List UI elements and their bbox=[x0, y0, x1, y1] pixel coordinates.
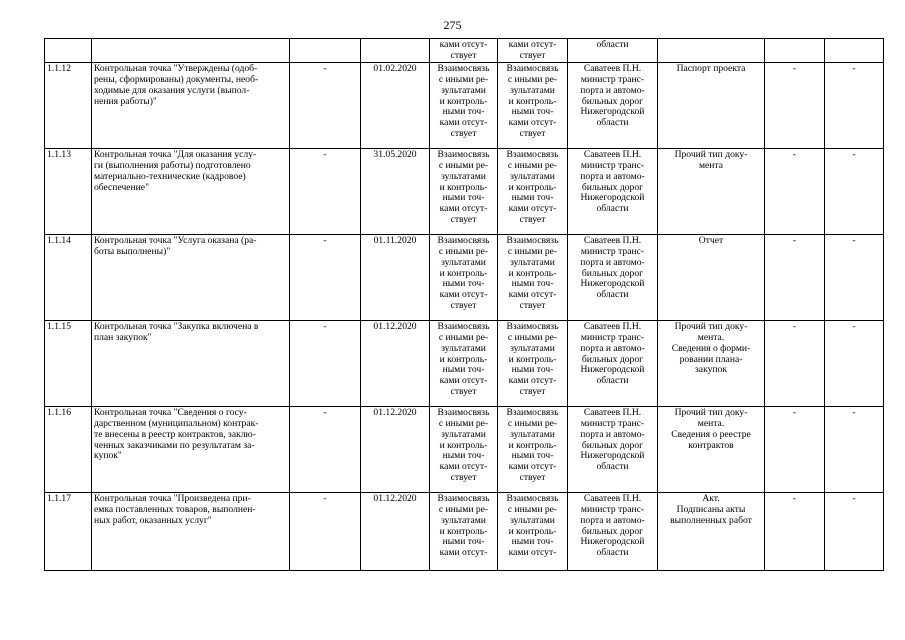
cell-empty bbox=[92, 39, 290, 63]
cell-previous: - bbox=[290, 235, 361, 321]
cell-dash: - bbox=[765, 235, 825, 321]
cell-dash: - bbox=[825, 407, 884, 493]
control-points-table bbox=[44, 38, 884, 571]
cell-dash: - bbox=[765, 149, 825, 235]
cell-empty bbox=[290, 39, 361, 63]
cell-empty bbox=[765, 39, 825, 63]
cell-relation: Взаимосвязь с иными ре- зультатами и контроль- ными точ- ками отсут- ствует bbox=[498, 321, 568, 407]
cell-relation: Взаимосвязь с иными ре- зультатами и контроль- ными точ- ками отсут- ствует bbox=[430, 63, 498, 149]
cell-relation: Взаимосвязь с иными ре- зультатами и контроль- ными точ- ками отсут- ствует bbox=[498, 407, 568, 493]
table-row bbox=[45, 235, 884, 321]
cell-empty bbox=[45, 39, 92, 63]
cell-date: 01.11.2020 bbox=[361, 235, 430, 321]
table-row bbox=[45, 149, 884, 235]
cell-date: 01.12.2020 bbox=[361, 407, 430, 493]
cell-relation: Взаимосвязь с иными ре- зультатами и контроль- ными точ- ками отсут- ствует bbox=[430, 235, 498, 321]
cell-control-point-name: Контрольная точка "Для оказания услу- ги (выполнения работы) подготовлено материально-технические (кадровое) обеспечение" bbox=[92, 149, 290, 235]
cell-responsible: Саватеев П.Н. министр транс- порта и автомо- бильных дорог Нижегородской области bbox=[568, 321, 658, 407]
cell-responsible: Саватеев П.Н. министр транс- порта и автомо- бильных дорог Нижегородской области bbox=[568, 407, 658, 493]
cell-number: 1.1.17 bbox=[45, 493, 92, 571]
cell-dash: - bbox=[825, 493, 884, 571]
cell-date: 31.05.2020 bbox=[361, 149, 430, 235]
cell-dash: - bbox=[825, 149, 884, 235]
cell-previous: - bbox=[290, 149, 361, 235]
cell-empty bbox=[658, 39, 765, 63]
cell-dash: - bbox=[765, 63, 825, 149]
cell-relation-continued: ками отсут- ствует bbox=[430, 39, 498, 63]
cell-dash: - bbox=[825, 235, 884, 321]
cell-relation: Взаимосвязь с иными ре- зультатами и контроль- ными точ- ками отсут- ствует bbox=[498, 149, 568, 235]
page-number: 275 bbox=[443, 18, 462, 32]
cell-date: 01.12.2020 bbox=[361, 493, 430, 571]
cell-control-point-name: Контрольная точка "Произведена при- емка поставленных товаров, выполнен- ных работ, оказанных услуг" bbox=[92, 493, 290, 571]
table-row bbox=[45, 63, 884, 149]
cell-dash: - bbox=[765, 321, 825, 407]
cell-date: 01.12.2020 bbox=[361, 321, 430, 407]
cell-previous: - bbox=[290, 407, 361, 493]
cell-relation: Взаимосвязь с иными ре- зультатами и контроль- ными точ- ками отсут- ствует bbox=[430, 321, 498, 407]
cell-document-type: Отчет bbox=[658, 235, 765, 321]
cell-relation: Взаимосвязь с иными ре- зультатами и контроль- ными точ- ками отсут- ствует bbox=[498, 63, 568, 149]
cell-responsible: Саватеев П.Н. министр транс- порта и автомо- бильных дорог Нижегородской области bbox=[568, 63, 658, 149]
cell-number: 1.1.16 bbox=[45, 407, 92, 493]
cell-number: 1.1.15 bbox=[45, 321, 92, 407]
cell-previous: - bbox=[290, 321, 361, 407]
cell-document-type: Прочий тип доку- мента bbox=[658, 149, 765, 235]
cell-relation: Взаимосвязь с иными ре- зультатами и контроль- ными точ- ками отсут- ствует bbox=[498, 235, 568, 321]
table-row-continuation bbox=[45, 39, 884, 63]
cell-responsible: Саватеев П.Н. министр транс- порта и автомо- бильных дорог Нижегородской области bbox=[568, 493, 658, 571]
cell-previous: - bbox=[290, 493, 361, 571]
cell-responsible: Саватеев П.Н. министр транс- порта и автомо- бильных дорог Нижегородской области bbox=[568, 235, 658, 321]
cell-document-type: Прочий тип доку- мента. Сведения о форми- ровании плана- закупок bbox=[658, 321, 765, 407]
cell-responsible: Саватеев П.Н. министр транс- порта и автомо- бильных дорог Нижегородской области bbox=[568, 149, 658, 235]
cell-relation: Взаимосвязь с иными ре- зультатами и контроль- ными точ- ками отсут- bbox=[430, 493, 498, 571]
cell-dash: - bbox=[825, 63, 884, 149]
cell-empty bbox=[361, 39, 430, 63]
cell-relation: Взаимосвязь с иными ре- зультатами и контроль- ными точ- ками отсут- ствует bbox=[430, 407, 498, 493]
cell-document-type: Прочий тип доку- мента. Сведения о реестре контрактов bbox=[658, 407, 765, 493]
cell-dash: - bbox=[765, 493, 825, 571]
cell-control-point-name: Контрольная точка "Сведения о госу- дарственном (муниципальном) контрак- те внесены в реестр контрактов, заклю- ченных заказчиками по результатам за- купок" bbox=[92, 407, 290, 493]
cell-empty bbox=[825, 39, 884, 63]
cell-control-point-name: Контрольная точка "Закупка включена в план закупок" bbox=[92, 321, 290, 407]
cell-responsible-continued: области bbox=[568, 39, 658, 63]
cell-relation: Взаимосвязь с иными ре- зультатами и контроль- ными точ- ками отсут- ствует bbox=[430, 149, 498, 235]
cell-dash: - bbox=[765, 407, 825, 493]
cell-number: 1.1.14 bbox=[45, 235, 92, 321]
table-row bbox=[45, 321, 884, 407]
cell-previous: - bbox=[290, 63, 361, 149]
table-row bbox=[45, 407, 884, 493]
cell-document-type: Паспорт проекта bbox=[658, 63, 765, 149]
cell-document-type: Акт. Подписаны акты выполненных работ bbox=[658, 493, 765, 571]
cell-number: 1.1.13 bbox=[45, 149, 92, 235]
cell-control-point-name: Контрольная точка "Услуга оказана (ра- боты выполнены)" bbox=[92, 235, 290, 321]
table-row bbox=[45, 493, 884, 571]
cell-number: 1.1.12 bbox=[45, 63, 92, 149]
cell-relation: Взаимосвязь с иными ре- зультатами и контроль- ными точ- ками отсут- bbox=[498, 493, 568, 571]
cell-control-point-name: Контрольная точка "Утверждены (одоб- рены, сформированы) документы, необ- ходимые для оказания услуги (выпол- нения работы)" bbox=[92, 63, 290, 149]
cell-relation-continued: ками отсут- ствует bbox=[498, 39, 568, 63]
cell-dash: - bbox=[825, 321, 884, 407]
cell-date: 01.02.2020 bbox=[361, 63, 430, 149]
